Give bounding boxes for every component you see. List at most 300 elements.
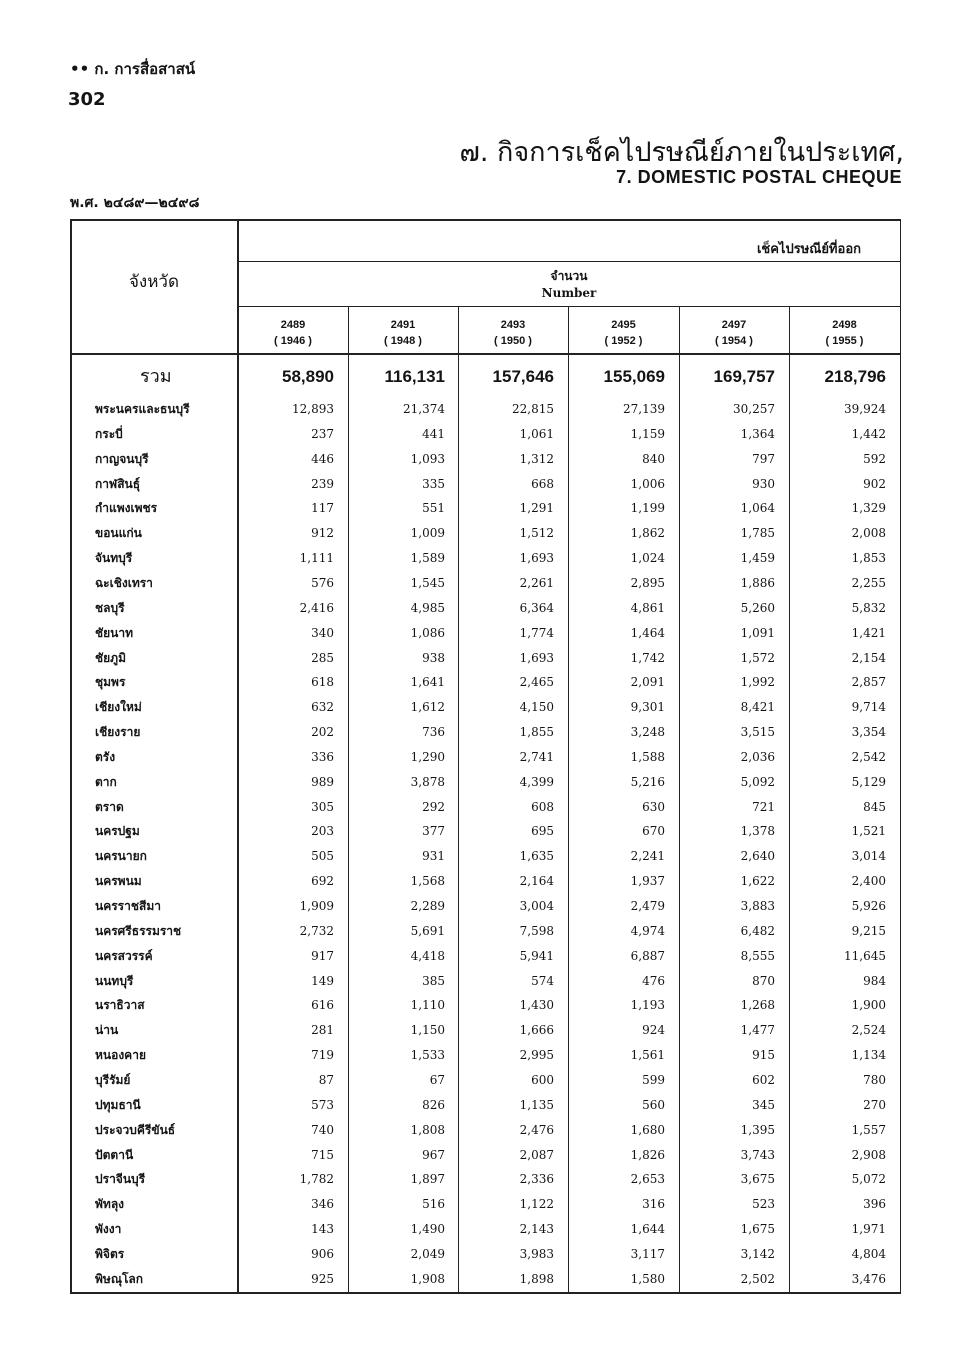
cheque-count-cell: 1,477 <box>740 1023 775 1037</box>
cheque-count-cell: 1,785 <box>740 526 775 540</box>
cheque-count-cell: 396 <box>863 1197 886 1211</box>
province-name: ตราด <box>95 800 124 814</box>
table-row <box>0 797 966 821</box>
cheque-count-cell: 925 <box>311 1272 334 1286</box>
cheque-count-cell: 2,036 <box>740 750 775 764</box>
cheque-count-cell: 6,364 <box>519 601 554 615</box>
table-row <box>0 1244 966 1268</box>
cheque-count-cell: 740 <box>311 1123 334 1137</box>
cheque-count-cell: 1,909 <box>299 899 334 913</box>
table-row <box>0 598 966 622</box>
year-ce: ( 1955 ) <box>825 335 864 347</box>
cheque-count-cell: 2,091 <box>630 675 665 689</box>
table-row <box>0 548 966 572</box>
page-number: 302 <box>68 89 106 110</box>
cheque-count-cell: 335 <box>422 477 445 491</box>
cheque-count-cell: 1,061 <box>519 427 554 441</box>
cheque-count-cell: 715 <box>311 1148 334 1162</box>
cheque-count-cell: 1,199 <box>630 501 665 515</box>
cheque-count-cell: 6,482 <box>740 924 775 938</box>
table-row <box>0 399 966 423</box>
cheque-count-cell: 285 <box>311 651 334 665</box>
cheque-count-cell: 2,995 <box>519 1048 554 1062</box>
cheque-count-cell: 845 <box>863 800 886 814</box>
cheque-count-cell: 1,897 <box>410 1172 445 1186</box>
period-label: พ.ศ. ๒๔๘๙—๒๔๙๘ <box>70 195 200 211</box>
cheque-count-cell: 4,399 <box>519 775 554 789</box>
province-name: นครศรีธรรมราช <box>95 924 182 938</box>
cheque-count-cell: 668 <box>531 477 554 491</box>
cheque-count-cell: 1,853 <box>851 551 886 565</box>
cheque-count-cell: 1,459 <box>740 551 775 565</box>
cheque-count-cell: 1,159 <box>630 427 665 441</box>
province-name: เชียงราย <box>95 725 141 739</box>
cheque-count-cell: 377 <box>422 824 445 838</box>
cheque-count-cell: 39,924 <box>844 402 886 416</box>
cheque-count-cell: 505 <box>311 849 334 863</box>
cheque-count-cell: 292 <box>422 800 445 814</box>
cheque-count-cell: 560 <box>642 1098 665 1112</box>
cheque-count-cell: 930 <box>752 477 775 491</box>
province-name: พิษณุโลก <box>95 1272 144 1286</box>
cheque-count-cell: 5,926 <box>851 899 886 913</box>
cheque-count-cell: 1,290 <box>410 750 445 764</box>
cheque-count-cell: 1,568 <box>410 874 445 888</box>
year-be: 2498 <box>832 319 857 331</box>
cheque-count-cell: 4,150 <box>519 700 554 714</box>
cheque-count-cell: 840 <box>642 452 665 466</box>
cheque-count-cell: 602 <box>752 1073 775 1087</box>
cheque-count-cell: 574 <box>531 974 554 988</box>
table-title-english: 7. DOMESTIC POSTAL CHEQUE <box>616 167 902 187</box>
province-name: กระบี่ <box>95 427 123 441</box>
count-header-thai: จำนวน <box>550 269 588 283</box>
cheque-count-cell: 1,641 <box>410 675 445 689</box>
cheque-count-cell: 2,416 <box>299 601 334 615</box>
cheque-count-cell: 2,154 <box>851 651 886 665</box>
cheque-count-cell: 1,430 <box>519 998 554 1012</box>
cheque-count-cell: 608 <box>531 800 554 814</box>
cheque-count-cell: 67 <box>429 1073 445 1087</box>
cheque-count-cell: 11,645 <box>844 949 886 963</box>
province-name: เชียงใหม่ <box>95 700 142 714</box>
table-row <box>0 424 966 448</box>
cheque-count-cell: 2,049 <box>410 1247 445 1261</box>
cheque-count-cell: 1,006 <box>630 477 665 491</box>
province-name: ตาก <box>95 775 117 789</box>
cheque-count-cell: 1,111 <box>299 551 334 565</box>
header-bottom-rule <box>70 353 901 355</box>
table-top-rule <box>70 219 901 221</box>
table-row <box>0 871 966 895</box>
total-row <box>0 365 966 389</box>
cheque-count-cell: 1,898 <box>519 1272 554 1286</box>
cheque-count-cell: 902 <box>863 477 886 491</box>
table-title-thai: ๗. กิจการเช็คไปรษณีย์ภายในประเทศ, <box>459 137 904 168</box>
cheque-count-cell: 1,693 <box>519 651 554 665</box>
cheque-count-cell: 2,261 <box>519 576 554 590</box>
cheque-count-cell: 237 <box>311 427 334 441</box>
cheque-count-cell: 281 <box>311 1023 334 1037</box>
table-row <box>0 747 966 771</box>
cheque-count-cell: 3,675 <box>740 1172 775 1186</box>
cheque-count-cell: 2,640 <box>740 849 775 863</box>
cheque-count-cell: 516 <box>422 1197 445 1211</box>
cheque-count-cell: 1,091 <box>740 626 775 640</box>
cheque-count-cell: 736 <box>422 725 445 739</box>
cheque-count-cell: 1,395 <box>740 1123 775 1137</box>
cheque-count-cell: 4,804 <box>851 1247 886 1261</box>
cheque-count-cell: 1,110 <box>410 998 445 1012</box>
year-header <box>458 317 568 349</box>
cheque-count-cell: 239 <box>311 477 334 491</box>
cheque-count-cell: 202 <box>311 725 334 739</box>
cheque-count-cell: 3,117 <box>630 1247 665 1261</box>
table-row <box>0 449 966 473</box>
cheque-count-cell: 157,646 <box>492 367 554 386</box>
cheque-count-cell: 576 <box>311 576 334 590</box>
cheque-count-cell: 780 <box>863 1073 886 1087</box>
cheque-count-cell: 12,893 <box>292 402 334 416</box>
cheque-count-cell: 9,714 <box>851 700 886 714</box>
year-ce: ( 1952 ) <box>604 335 643 347</box>
cheque-count-cell: 1,442 <box>851 427 886 441</box>
cheque-count-cell: 3,983 <box>519 1247 554 1261</box>
province-name: ชัยภูมิ <box>95 651 126 665</box>
cheque-count-cell: 4,418 <box>410 949 445 963</box>
cheque-count-cell: 87 <box>318 1073 334 1087</box>
cheque-count-cell: 2,255 <box>851 576 886 590</box>
group-header-rule <box>238 261 900 262</box>
cheque-count-cell: 1,680 <box>630 1123 665 1137</box>
cheque-count-cell: 551 <box>422 501 445 515</box>
cheque-count-cell: 116,131 <box>384 367 445 386</box>
cheque-count-cell: 8,421 <box>740 700 775 714</box>
cheque-count-cell: 3,515 <box>740 725 775 739</box>
table-row <box>0 1045 966 1069</box>
running-head: •• ก. การสื่อสาสน์ <box>70 60 196 78</box>
cheque-count-cell: 1,490 <box>410 1222 445 1236</box>
cheque-count-cell: 340 <box>311 626 334 640</box>
cheque-count-cell: 2,542 <box>851 750 886 764</box>
cheque-count-cell: 616 <box>311 998 334 1012</box>
cheque-count-cell: 446 <box>311 452 334 466</box>
province-name: นครสวรรค์ <box>95 949 153 963</box>
table-row <box>0 946 966 970</box>
cheque-count-cell: 1,588 <box>630 750 665 764</box>
cheque-count-cell: 2,895 <box>630 576 665 590</box>
cheque-count-cell: 2,087 <box>519 1148 554 1162</box>
table-row <box>0 474 966 498</box>
cheque-count-cell: 1,378 <box>740 824 775 838</box>
year-ce: ( 1948 ) <box>384 335 422 347</box>
cheque-count-cell: 797 <box>752 452 775 466</box>
cheque-count-cell: 117 <box>311 501 334 515</box>
cheque-count-cell: 912 <box>311 526 334 540</box>
cheque-count-cell: 1,364 <box>740 427 775 441</box>
cheque-count-cell: 2,857 <box>851 675 886 689</box>
table-row <box>0 1120 966 1144</box>
year-be: 2491 <box>390 319 416 331</box>
cheque-count-cell: 1,329 <box>851 501 886 515</box>
cheque-count-cell: 5,216 <box>630 775 665 789</box>
cheque-count-cell: 1,992 <box>740 675 775 689</box>
year-ce: ( 1954 ) <box>715 335 753 347</box>
province-name: นครราชสีมา <box>95 899 161 913</box>
cheque-count-cell: 2,653 <box>630 1172 665 1186</box>
cheque-count-cell: 2,336 <box>519 1172 554 1186</box>
cheque-count-cell: 1,093 <box>410 452 445 466</box>
cheque-count-cell: 9,301 <box>630 700 665 714</box>
year-header <box>679 317 789 349</box>
cheque-count-cell: 155,069 <box>603 367 665 386</box>
cheque-count-cell: 385 <box>422 974 445 988</box>
count-header-rule <box>238 306 900 307</box>
cheque-count-cell: 3,878 <box>410 775 445 789</box>
cheque-count-cell: 270 <box>863 1098 886 1112</box>
province-name: ขอนแก่น <box>95 526 142 540</box>
table-row <box>0 846 966 870</box>
cheque-count-cell: 5,092 <box>740 775 775 789</box>
cheque-count-cell: 3,142 <box>740 1247 775 1261</box>
cheque-count-cell: 218,796 <box>824 367 886 386</box>
cheque-count-cell: 3,248 <box>630 725 665 739</box>
cheque-count-cell: 1,886 <box>740 576 775 590</box>
cheque-count-cell: 695 <box>531 824 554 838</box>
cheque-count-cell: 1,808 <box>410 1123 445 1137</box>
table-row <box>0 1070 966 1094</box>
cheque-count-cell: 2,164 <box>519 874 554 888</box>
cheque-count-cell: 1,557 <box>851 1123 886 1137</box>
cheque-count-cell: 1,589 <box>410 551 445 565</box>
cheque-count-cell: 1,122 <box>519 1197 554 1211</box>
cheque-count-cell: 1,855 <box>519 725 554 739</box>
table-row <box>0 1095 966 1119</box>
cheque-count-cell: 523 <box>752 1197 775 1211</box>
cheque-count-cell: 476 <box>642 974 665 988</box>
province-name: นครพนม <box>95 874 142 888</box>
cheque-count-cell: 2,143 <box>519 1222 554 1236</box>
cheque-count-cell: 7,598 <box>519 924 554 938</box>
cheque-count-cell: 984 <box>863 974 886 988</box>
cheque-count-cell: 1,666 <box>519 1023 554 1037</box>
cheque-count-cell: 22,815 <box>512 402 554 416</box>
table-row <box>0 623 966 647</box>
table-row <box>0 498 966 522</box>
cheque-count-cell: 1,937 <box>630 874 665 888</box>
cheque-count-cell: 967 <box>422 1148 445 1162</box>
cheque-count-cell: 316 <box>642 1197 665 1211</box>
cheque-count-cell: 5,832 <box>851 601 886 615</box>
table-row <box>0 971 966 995</box>
year-be: 2497 <box>721 319 747 331</box>
province-name: กาฬสินธุ์ <box>95 477 141 491</box>
cheque-count-cell: 2,241 <box>630 849 665 863</box>
cheque-count-cell: 4,974 <box>630 924 665 938</box>
table-row <box>0 523 966 547</box>
table-row <box>0 1020 966 1044</box>
cheque-count-cell: 1,622 <box>740 874 775 888</box>
year-header <box>789 317 900 349</box>
issued-cheques-header: เช็คไปรษณีย์ที่ออก <box>756 242 861 257</box>
province-name: น่าน <box>95 1023 119 1037</box>
province-name: พังงา <box>95 1222 122 1236</box>
cheque-count-cell: 4,985 <box>410 601 445 615</box>
province-name: นครนายก <box>95 849 147 863</box>
year-header <box>568 317 679 349</box>
table-row <box>0 1194 966 1218</box>
cheque-count-cell: 149 <box>311 974 334 988</box>
cheque-count-cell: 573 <box>311 1098 334 1112</box>
cheque-count-cell: 670 <box>642 824 665 838</box>
cheque-count-cell: 917 <box>311 949 334 963</box>
year-be: 2489 <box>280 319 306 331</box>
cheque-count-cell: 870 <box>752 974 775 988</box>
table-row <box>0 648 966 672</box>
province-name: ประจวบคีรีขันธ์ <box>95 1123 176 1137</box>
province-name: ปทุมธานี <box>95 1098 141 1112</box>
cheque-count-cell: 1,774 <box>519 626 554 640</box>
cheque-count-cell: 21,374 <box>403 402 445 416</box>
cheque-count-cell: 1,464 <box>630 626 665 640</box>
year-be: 2493 <box>500 319 526 331</box>
province-name: ชลบุรี <box>95 601 125 615</box>
cheque-count-cell: 1,900 <box>851 998 886 1012</box>
cheque-count-cell: 4,861 <box>630 601 665 615</box>
cheque-count-cell: 600 <box>531 1073 554 1087</box>
cheque-count-cell: 5,260 <box>740 601 775 615</box>
province-name: ปัตตานี <box>95 1148 134 1162</box>
cheque-count-cell: 5,129 <box>851 775 886 789</box>
cheque-count-cell: 143 <box>311 1222 334 1236</box>
cheque-count-cell: 924 <box>642 1023 665 1037</box>
cheque-count-cell: 692 <box>311 874 334 888</box>
cheque-count-cell: 989 <box>311 775 334 789</box>
table-row <box>0 1145 966 1169</box>
cheque-count-cell: 441 <box>422 427 445 441</box>
cheque-count-cell: 8,555 <box>740 949 775 963</box>
cheque-count-cell: 1,826 <box>630 1148 665 1162</box>
cheque-count-cell: 345 <box>752 1098 775 1112</box>
cheque-count-cell: 3,883 <box>740 899 775 913</box>
table-row <box>0 1169 966 1193</box>
table-row <box>0 672 966 696</box>
province-name: ชุมพร <box>95 675 126 689</box>
province-name: บุรีรัมย์ <box>95 1073 131 1087</box>
province-name: พัทลุง <box>95 1197 125 1211</box>
cheque-count-cell: 5,941 <box>519 949 554 963</box>
cheque-count-cell: 336 <box>311 750 334 764</box>
cheque-count-cell: 9,215 <box>851 924 886 938</box>
province-name: นราธิวาส <box>95 998 145 1012</box>
cheque-count-cell: 618 <box>311 675 334 689</box>
province-name: ชัยนาท <box>95 626 134 640</box>
cheque-count-cell: 6,887 <box>630 949 665 963</box>
cheque-count-cell: 1,635 <box>519 849 554 863</box>
cheque-count-cell: 1,862 <box>630 526 665 540</box>
cheque-count-cell: 1,024 <box>630 551 665 565</box>
cheque-count-cell: 3,014 <box>851 849 886 863</box>
cheque-count-cell: 1,291 <box>519 501 554 515</box>
province-name: กำแพงเพชร <box>95 501 158 515</box>
cheque-count-cell: 3,004 <box>519 899 554 913</box>
cheque-count-cell: 2,908 <box>851 1148 886 1162</box>
cheque-count-cell: 2,479 <box>630 899 665 913</box>
cheque-count-cell: 1,561 <box>630 1048 665 1062</box>
cheque-count-cell: 3,743 <box>740 1148 775 1162</box>
cheque-count-cell: 1,572 <box>740 651 775 665</box>
cheque-count-cell: 2,741 <box>519 750 554 764</box>
table-row <box>0 697 966 721</box>
cheque-count-cell: 1,908 <box>410 1272 445 1286</box>
cheque-count-cell: 1,421 <box>851 626 886 640</box>
cheque-count-cell: 1,086 <box>410 626 445 640</box>
table-row <box>0 821 966 845</box>
cheque-count-cell: 1,193 <box>630 998 665 1012</box>
cheque-count-cell: 5,691 <box>410 924 445 938</box>
cheque-count-cell: 1,675 <box>740 1222 775 1236</box>
table-row <box>0 896 966 920</box>
table-row <box>0 921 966 945</box>
cheque-count-cell: 1,545 <box>410 576 445 590</box>
table-row <box>0 772 966 796</box>
cheque-count-cell: 1,064 <box>740 501 775 515</box>
count-header-english: Number <box>541 286 597 300</box>
cheque-count-cell: 1,782 <box>299 1172 334 1186</box>
cheque-count-cell: 1,150 <box>410 1023 445 1037</box>
cheque-count-cell: 2,465 <box>519 675 554 689</box>
cheque-count-cell: 2,502 <box>740 1272 775 1286</box>
cheque-count-cell: 58,890 <box>282 367 334 386</box>
cheque-count-cell: 2,524 <box>851 1023 886 1037</box>
cheque-count-cell: 1,009 <box>410 526 445 540</box>
cheque-count-cell: 721 <box>752 800 775 814</box>
cheque-count-cell: 1,312 <box>519 452 554 466</box>
cheque-count-cell: 346 <box>311 1197 334 1211</box>
cheque-count-cell: 2,400 <box>851 874 886 888</box>
cheque-count-cell: 592 <box>863 452 886 466</box>
province-name: นนทบุรี <box>95 974 134 988</box>
cheque-count-cell: 27,139 <box>623 402 665 416</box>
cheque-count-cell: 3,354 <box>851 725 886 739</box>
table-row <box>0 1219 966 1243</box>
cheque-count-cell: 1,512 <box>519 526 554 540</box>
year-be: 2495 <box>611 319 636 331</box>
table-row <box>0 573 966 597</box>
province-name: จันทบุรี <box>95 551 133 565</box>
table-row <box>0 995 966 1019</box>
cheque-count-cell: 1,612 <box>410 700 445 714</box>
cheque-count-cell: 719 <box>311 1048 334 1062</box>
cheque-count-cell: 2,732 <box>299 924 334 938</box>
cheque-count-cell: 1,644 <box>630 1222 665 1236</box>
cheque-count-cell: 1,742 <box>630 651 665 665</box>
province-name: หนองคาย <box>95 1048 146 1062</box>
province-name: นครปฐม <box>95 824 140 838</box>
cheque-count-cell: 1,134 <box>851 1048 886 1062</box>
cheque-count-cell: 630 <box>642 800 665 814</box>
province-name: พิจิตร <box>95 1247 125 1261</box>
cheque-count-cell: 1,521 <box>851 824 886 838</box>
cheque-count-cell: 169,757 <box>713 367 775 386</box>
cheque-count-cell: 1,693 <box>519 551 554 565</box>
cheque-count-cell: 5,072 <box>851 1172 886 1186</box>
table-row <box>0 1269 966 1293</box>
cheque-count-cell: 915 <box>752 1048 775 1062</box>
total-label: รวม <box>140 366 172 387</box>
cheque-count-cell: 203 <box>311 824 334 838</box>
cheque-count-cell: 1,268 <box>740 998 775 1012</box>
